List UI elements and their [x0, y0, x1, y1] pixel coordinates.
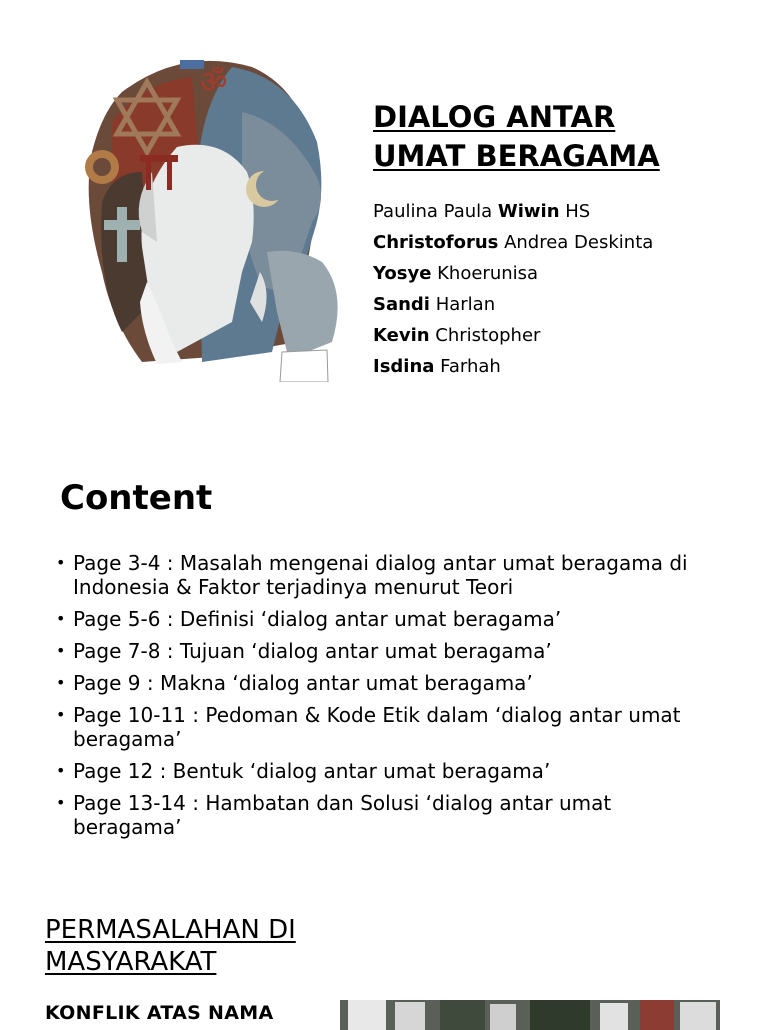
table-of-contents — [56, 551, 716, 847]
author-name: Kevin Christopher — [373, 325, 541, 346]
toc-item: • Page 5-6 : Definisi ‘dialog antar umat beragama’ — [56, 607, 716, 631]
author-name: Yosye Khoerunisa — [373, 263, 539, 284]
toc-item: • Page 3-4 : Masalah mengenai dialog antar umat beragama di Indonesia & Faktor terjadinya menurut Teori — [56, 551, 716, 599]
section-title-line-2: MASYARAKAT — [45, 947, 217, 977]
section-subtitle: KONFLIK ATAS NAMA — [45, 1002, 274, 1024]
content-heading: Content — [60, 478, 213, 518]
protest-photo — [340, 1000, 720, 1030]
section-title-line-1: PERMASALAHAN DI — [45, 915, 296, 945]
author-name: Sandi Harlan — [373, 294, 496, 315]
interfaith-heads-illustration — [82, 52, 362, 382]
toc-item: • Page 7-8 : Tujuan ‘dialog antar umat beragama’ — [56, 639, 716, 663]
author-name: Christoforus Andrea Deskinta — [373, 232, 654, 253]
svg-text:ॐ: ॐ — [200, 65, 228, 100]
title-line-1: DIALOG ANTAR — [373, 100, 616, 134]
title-slide — [0, 0, 768, 440]
problem-slide — [0, 880, 768, 1024]
author-list — [373, 196, 653, 382]
content-slide — [0, 450, 768, 870]
toc-item: • Page 10-11 : Pedoman & Kode Etik dalam ‘dialog antar umat beragama’ — [56, 703, 716, 751]
author-name: Isdina Farhah — [373, 356, 501, 377]
title-line-2: UMAT BERAGAMA — [373, 139, 660, 173]
toc-item: • Page 13-14 : Hambatan dan Solusi ‘dialog antar umat beragama’ — [56, 791, 716, 839]
author-name: Paulina Paula Wiwin HS — [373, 201, 591, 222]
toc-item: • Page 12 : Bentuk ‘dialog antar umat beragama’ — [56, 759, 716, 783]
section-title — [45, 914, 296, 978]
toc-item: • Page 9 : Makna ‘dialog antar umat beragama’ — [56, 671, 716, 695]
presentation-title — [373, 98, 660, 176]
